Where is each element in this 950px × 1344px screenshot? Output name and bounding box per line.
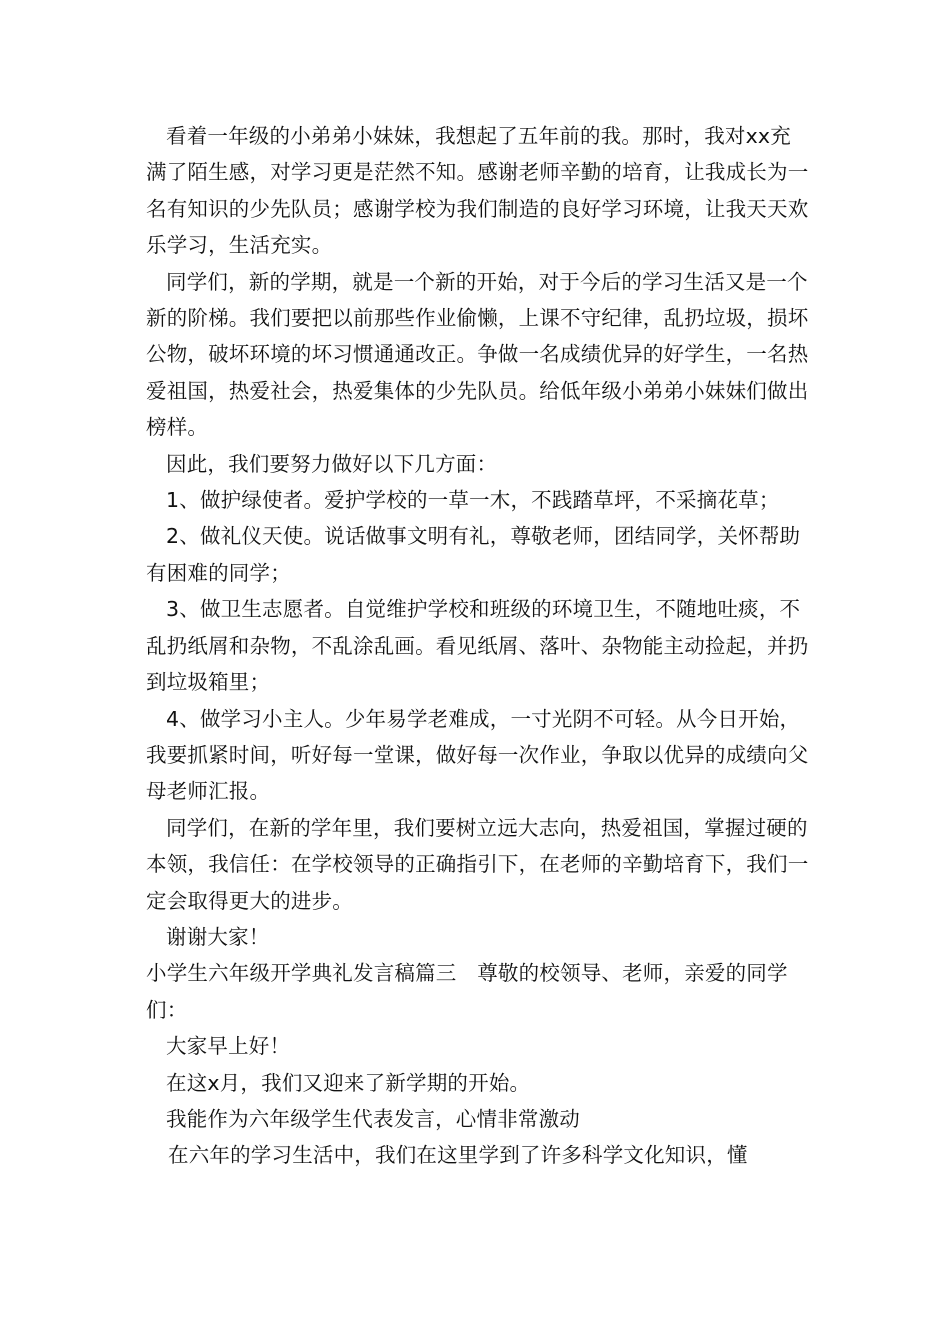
document-body xyxy=(146,118,810,1174)
list-item-study-master: 4、做学习小主人。少年易学老难成，一寸光阴不可轻。从今日开始，我要抓紧时间，听好每一堂课，做好每一次作业，争取以优异的成绩向父母老师汇报。 xyxy=(146,706,809,804)
paragraph-thanks: 谢谢大家！ xyxy=(166,924,270,949)
list-item-green-guardian: 1、做护绿使者。爱护学校的一草一木，不践踏草坪，不采摘花草； xyxy=(166,488,780,513)
paragraph-intro-memory: 看着一年级的小弟弟小妹妹，我想起了五年前的我。那时，我对xx充满了陌生感，对学习更是茫然不知。感谢老师辛勤的培育，让我成长为一名有知识的少先队员；感谢学校为我们制造的良好学习环境，让我天天欢乐学习，生活充实。 xyxy=(146,124,809,258)
paragraph-new-year-goals: 同学们，在新的学年里，我们要树立远大志向，热爱祖国，掌握过硬的本领，我信任：在学校领导的正确指引下，在老师的辛勤培育下，我们一定会取得更大的进步。 xyxy=(146,815,809,913)
list-item-hygiene-volunteer: 3、做卫生志愿者。自觉维护学校和班级的环境卫生，不随地吐痰，不乱扔纸屑和杂物，不乱涂乱画。看见纸屑、落叶、杂物能主动捡起，并扔到垃圾箱里； xyxy=(146,597,809,695)
paragraph-aspects-intro: 因此，我们要努力做好以下几方面： xyxy=(166,451,498,476)
paragraph-greeting: 大家早上好！ xyxy=(166,1034,291,1059)
section-heading-speech-three: 小学生六年级开学典礼发言稿篇三 尊敬的校领导、老师，亲爱的同学们： xyxy=(146,961,788,1022)
paragraph-representative: 我能作为六年级学生代表发言，心情非常激动 xyxy=(166,1106,580,1131)
paragraph-six-years: 在六年的学习生活中，我们在这里学到了许多科学文化知识，懂 xyxy=(168,1143,748,1168)
list-item-etiquette-angel: 2、做礼仪天使。说话做事文明有礼，尊敬老师，团结同学，关怀帮助有困难的同学； xyxy=(146,524,801,585)
paragraph-new-term: 在这x月，我们又迎来了新学期的开始。 xyxy=(166,1070,531,1095)
paragraph-new-semester: 同学们，新的学期，就是一个新的开始，对于今后的学习生活又是一个新的阶梯。我们要把以前那些作业偷懒，上课不守纪律，乱扔垃圾，损坏公物，破坏环境的坏习惯通通改正。争做一名成绩优异的好学生，一名热爱祖国，热爱社会，热爱集体的少先队员。给低年级小弟弟小妹妹们做出榜样。 xyxy=(146,269,809,440)
